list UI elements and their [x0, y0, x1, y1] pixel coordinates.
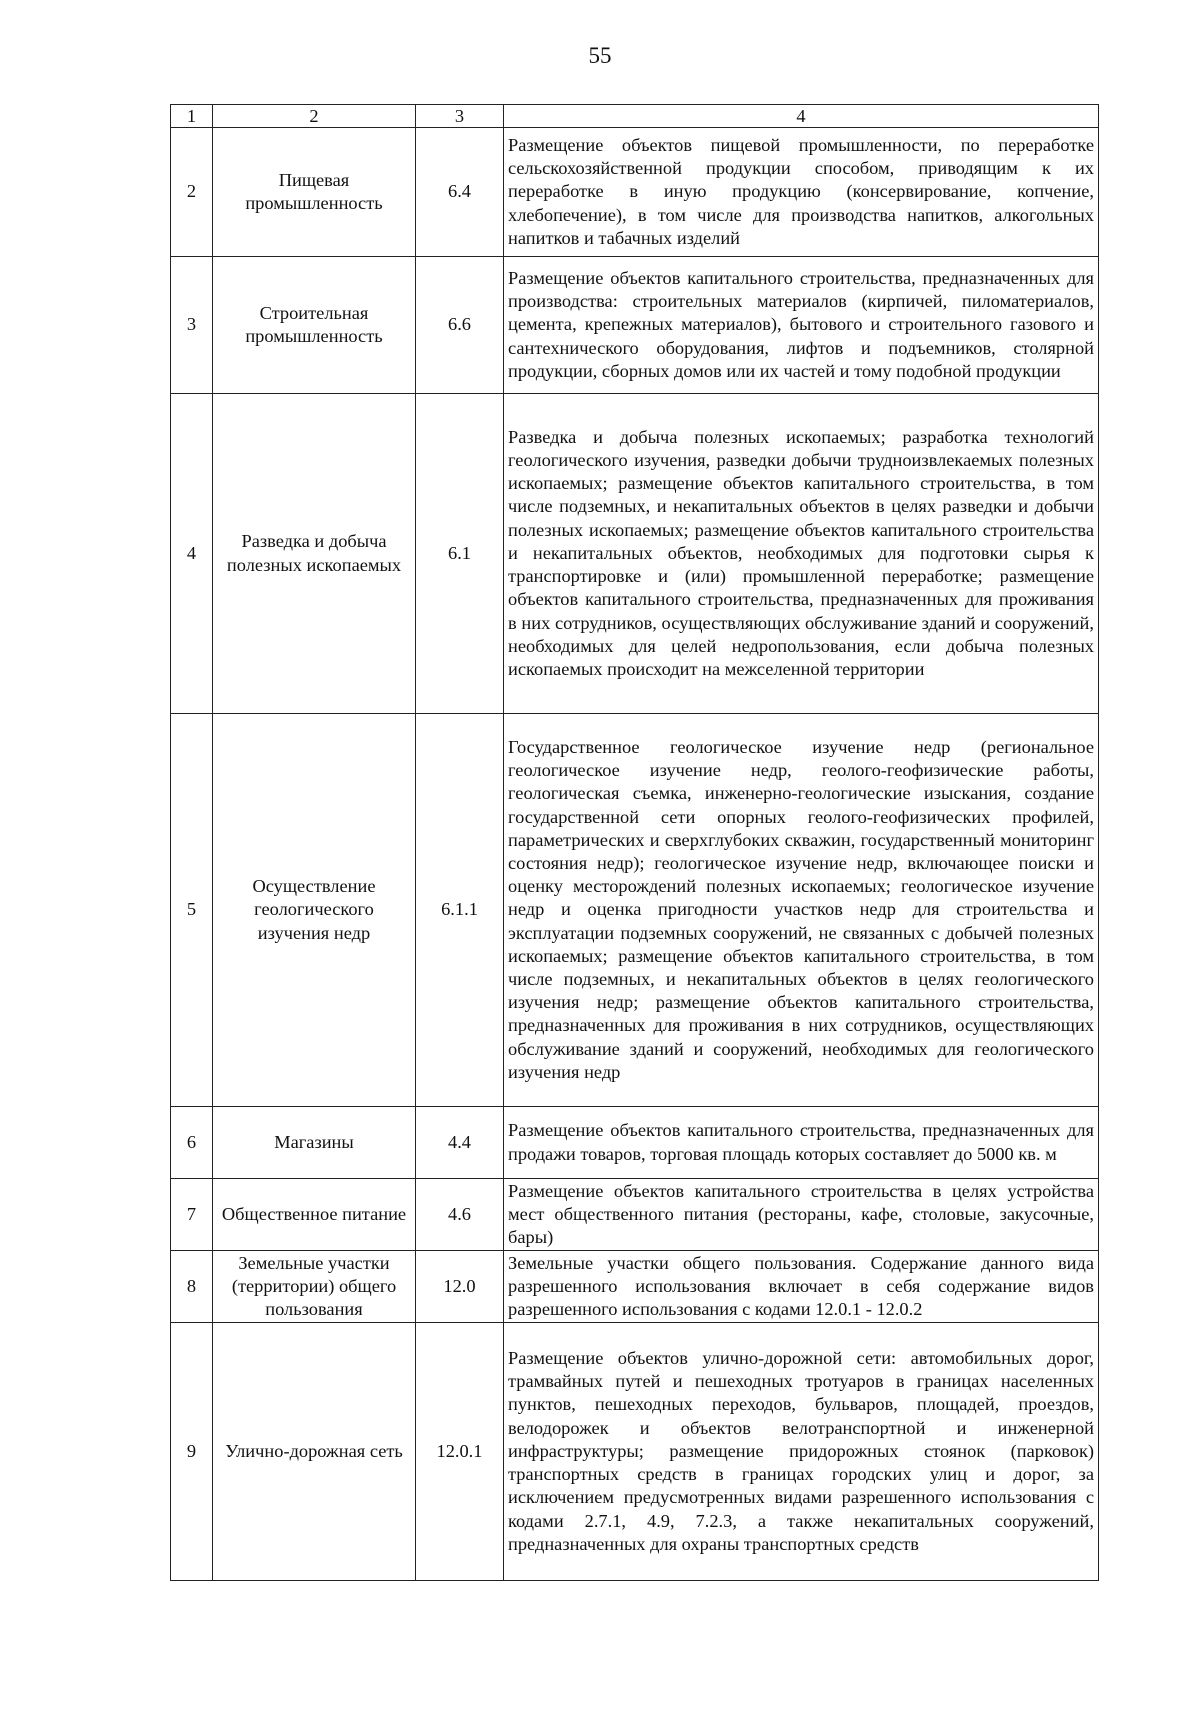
row-number: 3 [171, 257, 213, 394]
column-header: 3 [416, 105, 504, 128]
column-header: 4 [504, 105, 1099, 128]
use-type-description: Размещение объектов капитального строительства в целях устройства мест общественного питания (рестораны, кафе, столовые, закусочные, бары) [504, 1179, 1099, 1251]
use-type-code: 6.6 [416, 257, 504, 394]
use-type-description: Земельные участки общего пользования. Содержание данного вида разрешенного использования включает в себя содержание видов разрешенного использования с кодами 12.0.1 - 12.0.2 [504, 1251, 1099, 1323]
use-type-code: 6.4 [416, 128, 504, 257]
column-header: 1 [171, 105, 213, 128]
use-type-description: Разведка и добыча полезных ископаемых; разработка технологий геологического изучения, разведки добычи трудноизвлекаемых полезных ископаемых; размещение объектов капитального строительства, в том числе подземных, и некапитальных объектов в целях разведки и добычи полезных ископаемых; размещение объектов капитального строительства и некапитальных объектов, необходимых для подготовки сырья к транспортировке и (или) промышленной переработке; размещение объектов капитального строительства, предназначенных для проживания в них сотрудников, осуществляющих обслуживание зданий и сооружений, необходимых для целей недропользования, если добыча полезных ископаемых происходит на межселенной территории [504, 394, 1099, 714]
use-type-code: 4.6 [416, 1179, 504, 1251]
table-row [171, 1107, 1099, 1179]
use-type-name: Магазины [213, 1107, 416, 1179]
table-row [171, 1179, 1099, 1251]
use-type-name: Улично-дорожная сеть [213, 1323, 416, 1581]
use-type-code: 12.0.1 [416, 1323, 504, 1581]
table-row [171, 394, 1099, 714]
row-number: 2 [171, 128, 213, 257]
use-type-name: Строительная промышленность [213, 257, 416, 394]
column-header: 2 [213, 105, 416, 128]
table-row [171, 1251, 1099, 1323]
row-number: 6 [171, 1107, 213, 1179]
table-header-row [171, 105, 1099, 128]
use-type-description: Размещение объектов улично-дорожной сети: автомобильных дорог, трамвайных путей и пешеходных тротуаров в границах населенных пунктов, пешеходных переходов, бульваров, площадей, проездов, велодорожек и объектов велотранспортной и инженерной инфраструктуры; размещение придорожных стоянок (парковок) транспортных средств в границах городских улиц и дорог, за исключением предусмотренных видами разрешенного использования с кодами 2.7.1, 4.9, 7.2.3, а также некапитальных сооружений, предназначенных для охраны транспортных средств [504, 1323, 1099, 1581]
use-type-code: 4.4 [416, 1107, 504, 1179]
table-row [171, 128, 1099, 257]
use-type-name: Общественное питание [213, 1179, 416, 1251]
use-type-name: Пищевая промышленность [213, 128, 416, 257]
table-row [171, 1323, 1099, 1581]
row-number: 7 [171, 1179, 213, 1251]
row-number: 5 [171, 714, 213, 1107]
use-type-description: Размещение объектов капитального строительства, предназначенных для продажи товаров, торговая площадь которых составляет до 5000 кв. м [504, 1107, 1099, 1179]
use-type-code: 6.1.1 [416, 714, 504, 1107]
table-row [171, 714, 1099, 1107]
row-number: 8 [171, 1251, 213, 1323]
use-type-description: Размещение объектов капитального строительства, предназначенных для производства: строительных материалов (кирпичей, пиломатериалов, цемента, крепежных материалов), бытового и строительного газового и сантехнического оборудования, лифтов и подъемников, столярной продукции, сборных домов или их частей и тому подобной продукции [504, 257, 1099, 394]
row-number: 9 [171, 1323, 213, 1581]
land-use-table [170, 104, 1099, 1581]
use-type-name: Разведка и добыча полезных ископаемых [213, 394, 416, 714]
table-row [171, 257, 1099, 394]
use-type-description: Размещение объектов пищевой промышленности, по переработке сельскохозяйственной продукции способом, приводящим к их переработке в иную продукцию (консервирование, копчение, хлебопечение), в том числе для производства напитков, алкогольных напитков и табачных изделий [504, 128, 1099, 257]
use-type-name: Земельные участки (территории) общего пользования [213, 1251, 416, 1323]
use-type-description: Государственное геологическое изучение недр (региональное геологическое изучение недр, геолого-геофизические работы, геологическая съемка, инженерно-геологические изыскания, создание государственной сети опорных геолого-геофизических профилей, параметрических и сверхглубоких скважин, государственный мониторинг состояния недр); геологическое изучение недр, включающее поиски и оценку месторождений полезных ископаемых; геологическое изучение недр и оценка пригодности участков недр для строительства и эксплуатации подземных сооружений, не связанных с добычей полезных ископаемых; размещение объектов капитального строительства, в том числе подземных, и некапитальных объектов в целях геологического изучения недр; размещение объектов капитального строительства, предназначенных для проживания в них сотрудников, осуществляющих обслуживание зданий и сооружений, необходимых для геологического изучения недр [504, 714, 1099, 1107]
use-type-code: 6.1 [416, 394, 504, 714]
page-number: 55 [588, 43, 612, 68]
row-number: 4 [171, 394, 213, 714]
use-type-name: Осуществление геологического изучения недр [213, 714, 416, 1107]
use-type-code: 12.0 [416, 1251, 504, 1323]
